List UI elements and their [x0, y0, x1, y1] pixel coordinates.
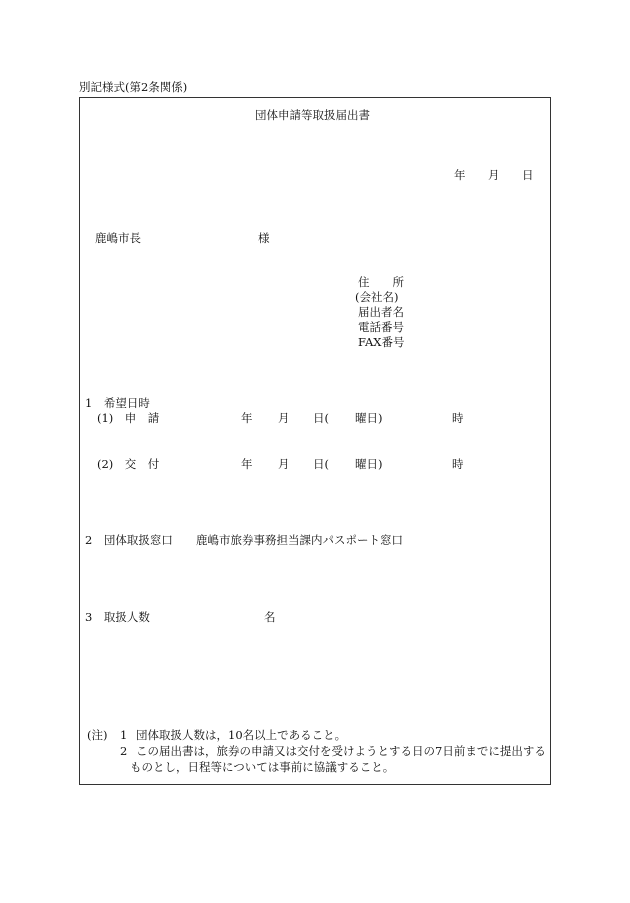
row1-hour: 時	[452, 411, 464, 425]
row1-month: 月	[278, 411, 290, 425]
section2-heading: 2 団体取扱窓口	[85, 533, 173, 547]
note1-number: 1	[120, 728, 128, 742]
applicant-name-label: 届出者名	[358, 305, 404, 319]
form-frame	[79, 97, 551, 785]
addressee-honorific: 様	[258, 231, 270, 245]
row1-year: 年	[241, 411, 253, 425]
section3-heading: 3 取扱人数	[85, 610, 150, 624]
row2-month: 月	[278, 457, 290, 471]
note2-text: この届出書は，旅券の申請又は交付を受けようとする日の7日前までに提出する	[136, 744, 546, 758]
notes-label: (注)	[87, 728, 108, 742]
note2-continuation: ものとし，日程等については事前に協議すること。	[130, 760, 395, 774]
row1-day: 日(	[313, 411, 329, 425]
section2-value: 鹿嶋市旅券事務担当課内パスポート窓口	[196, 533, 403, 547]
form-title: 団体申請等取扱届出書	[255, 108, 370, 122]
date-month: 月	[488, 168, 500, 182]
row2-weekday: 曜日)	[355, 457, 383, 471]
addressee-name: 鹿嶋市長	[95, 231, 141, 245]
note2-number: 2	[120, 744, 128, 758]
note1-text: 団体取扱人数は，10名以上であること。	[136, 728, 347, 742]
row2-label: (2) 交 付	[97, 457, 160, 471]
row2-year: 年	[241, 457, 253, 471]
applicant-company-label: (会社名)	[355, 290, 399, 304]
applicant-phone-label: 電話番号	[358, 320, 404, 334]
header-note: 別記様式(第2条関係)	[79, 80, 188, 94]
applicant-fax-label: FAX番号	[358, 335, 405, 349]
section3-unit: 名	[264, 610, 276, 624]
row1-label: (1) 申 請	[97, 411, 160, 425]
row2-hour: 時	[452, 457, 464, 471]
row2-day: 日(	[313, 457, 329, 471]
applicant-address-label: 住 所	[358, 275, 404, 289]
section1-heading: 1 希望日時	[85, 396, 150, 410]
row1-weekday: 曜日)	[355, 411, 383, 425]
date-year: 年	[454, 168, 466, 182]
date-day: 日	[522, 168, 534, 182]
